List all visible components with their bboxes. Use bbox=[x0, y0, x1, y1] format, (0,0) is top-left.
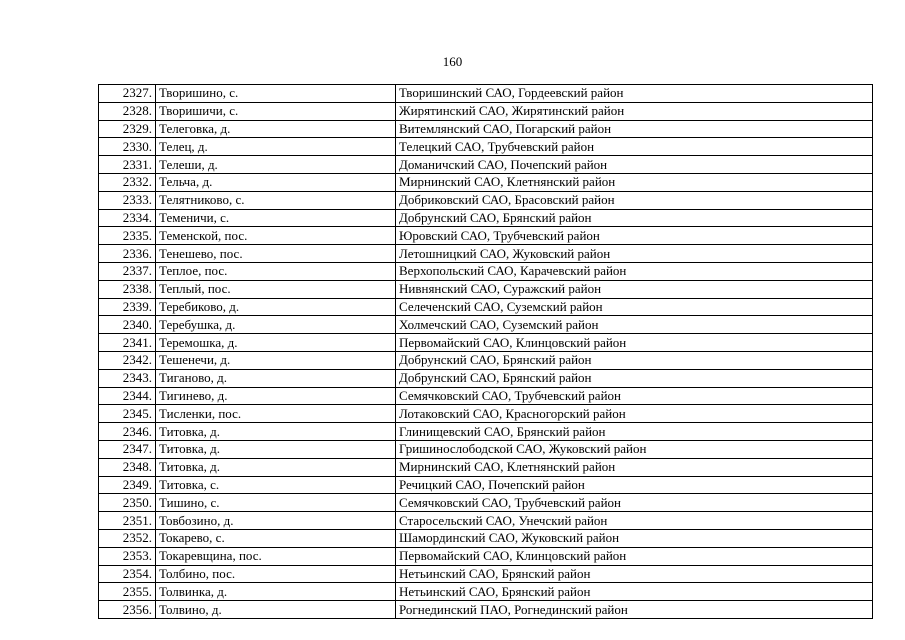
district-name: Юровский САО, Трубчевский район bbox=[396, 227, 873, 245]
settlement-name: Тельча, д. bbox=[156, 173, 396, 191]
row-number: 2329. bbox=[99, 120, 156, 138]
district-name: Нетьинский САО, Брянский район bbox=[396, 583, 873, 601]
table-row bbox=[99, 405, 873, 423]
row-number: 2351. bbox=[99, 512, 156, 530]
table-body bbox=[99, 85, 873, 619]
row-number: 2327. bbox=[99, 85, 156, 103]
table-row bbox=[99, 369, 873, 387]
settlement-name: Тешенечи, д. bbox=[156, 351, 396, 369]
settlement-name: Тиганово, д. bbox=[156, 369, 396, 387]
settlement-name: Телятниково, с. bbox=[156, 191, 396, 209]
table-row bbox=[99, 209, 873, 227]
table-row bbox=[99, 191, 873, 209]
settlement-name: Титовка, д. bbox=[156, 440, 396, 458]
settlement-name: Теремошка, д. bbox=[156, 334, 396, 352]
table-row bbox=[99, 227, 873, 245]
row-number: 2330. bbox=[99, 138, 156, 156]
row-number: 2346. bbox=[99, 423, 156, 441]
row-number: 2338. bbox=[99, 280, 156, 298]
table-row bbox=[99, 316, 873, 334]
table-row bbox=[99, 351, 873, 369]
district-name: Речицкий САО, Почепский район bbox=[396, 476, 873, 494]
table-row bbox=[99, 440, 873, 458]
table-row bbox=[99, 138, 873, 156]
table-row bbox=[99, 458, 873, 476]
table-row bbox=[99, 423, 873, 441]
settlement-name: Тисленки, пос. bbox=[156, 405, 396, 423]
district-name: Добрунский САО, Брянский район bbox=[396, 369, 873, 387]
district-name: Глинищевский САО, Брянский район bbox=[396, 423, 873, 441]
district-name: Добрунский САО, Брянский район bbox=[396, 209, 873, 227]
settlement-name: Теменичи, с. bbox=[156, 209, 396, 227]
district-name: Добриковский САО, Брасовский район bbox=[396, 191, 873, 209]
row-number: 2328. bbox=[99, 102, 156, 120]
district-name: Гришинослободской САО, Жуковский район bbox=[396, 440, 873, 458]
table-row bbox=[99, 583, 873, 601]
settlement-name: Теребушка, д. bbox=[156, 316, 396, 334]
district-name: Шамординский САО, Жуковский район bbox=[396, 529, 873, 547]
district-name: Старосельский САО, Унечский район bbox=[396, 512, 873, 530]
district-name: Мирнинский САО, Клетнянский район bbox=[396, 173, 873, 191]
district-name: Добрунский САО, Брянский район bbox=[396, 351, 873, 369]
table-row bbox=[99, 334, 873, 352]
table-row bbox=[99, 262, 873, 280]
district-name: Первомайский САО, Клинцовский район bbox=[396, 547, 873, 565]
district-name: Телецкий САО, Трубчевский район bbox=[396, 138, 873, 156]
district-name: Витемлянский САО, Погарский район bbox=[396, 120, 873, 138]
settlement-name: Тишино, с. bbox=[156, 494, 396, 512]
settlement-name: Телеши, д. bbox=[156, 156, 396, 174]
district-name: Семячковский САО, Трубчевский район bbox=[396, 387, 873, 405]
settlement-name: Титовка, д. bbox=[156, 423, 396, 441]
settlement-name: Телец, д. bbox=[156, 138, 396, 156]
settlement-name: Телеговка, д. bbox=[156, 120, 396, 138]
district-name: Доманичский САО, Почепский район bbox=[396, 156, 873, 174]
district-name: Нетьинский САО, Брянский район bbox=[396, 565, 873, 583]
settlement-name: Творишино, с. bbox=[156, 85, 396, 103]
row-number: 2334. bbox=[99, 209, 156, 227]
district-name: Первомайский САО, Клинцовский район bbox=[396, 334, 873, 352]
settlement-name: Тигинево, д. bbox=[156, 387, 396, 405]
settlement-name: Тенешево, пос. bbox=[156, 245, 396, 263]
district-name: Мирнинский САО, Клетнянский район bbox=[396, 458, 873, 476]
district-name: Творишинский САО, Гордеевский район bbox=[396, 85, 873, 103]
row-number: 2347. bbox=[99, 440, 156, 458]
settlement-name: Толвинка, д. bbox=[156, 583, 396, 601]
settlement-name: Толбино, пос. bbox=[156, 565, 396, 583]
settlement-name: Теребиково, д. bbox=[156, 298, 396, 316]
settlement-name: Теплый, пос. bbox=[156, 280, 396, 298]
table-row bbox=[99, 298, 873, 316]
row-number: 2335. bbox=[99, 227, 156, 245]
row-number: 2337. bbox=[99, 262, 156, 280]
table-row bbox=[99, 120, 873, 138]
settlement-name: Толвино, д. bbox=[156, 601, 396, 619]
settlement-name: Товбозино, д. bbox=[156, 512, 396, 530]
row-number: 2349. bbox=[99, 476, 156, 494]
row-number: 2354. bbox=[99, 565, 156, 583]
table-row bbox=[99, 601, 873, 619]
table-row bbox=[99, 547, 873, 565]
page-number: 160 bbox=[442, 54, 463, 69]
district-name: Рогнединский ПАО, Рогнединский район bbox=[396, 601, 873, 619]
settlement-name: Титовка, д. bbox=[156, 458, 396, 476]
table-row bbox=[99, 156, 873, 174]
settlement-name: Теплое, пос. bbox=[156, 262, 396, 280]
table-row bbox=[99, 512, 873, 530]
row-number: 2341. bbox=[99, 334, 156, 352]
row-number: 2331. bbox=[99, 156, 156, 174]
district-name: Нивнянский САО, Суражский район bbox=[396, 280, 873, 298]
row-number: 2339. bbox=[99, 298, 156, 316]
table-row bbox=[99, 85, 873, 103]
settlement-name: Токаревщина, пос. bbox=[156, 547, 396, 565]
row-number: 2333. bbox=[99, 191, 156, 209]
settlement-name: Титовка, с. bbox=[156, 476, 396, 494]
district-name: Селеченский САО, Суземский район bbox=[396, 298, 873, 316]
table-row bbox=[99, 565, 873, 583]
table-row bbox=[99, 245, 873, 263]
row-number: 2336. bbox=[99, 245, 156, 263]
row-number: 2348. bbox=[99, 458, 156, 476]
table-row bbox=[99, 529, 873, 547]
district-name: Холмечский САО, Суземский район bbox=[396, 316, 873, 334]
table-row bbox=[99, 494, 873, 512]
settlement-name: Творишичи, с. bbox=[156, 102, 396, 120]
table-row bbox=[99, 102, 873, 120]
district-name: Верхопольский САО, Карачевский район bbox=[396, 262, 873, 280]
row-number: 2345. bbox=[99, 405, 156, 423]
settlement-name: Токарево, с. bbox=[156, 529, 396, 547]
row-number: 2342. bbox=[99, 351, 156, 369]
table-row bbox=[99, 387, 873, 405]
district-name: Семячковский САО, Трубчевский район bbox=[396, 494, 873, 512]
row-number: 2353. bbox=[99, 547, 156, 565]
row-number: 2350. bbox=[99, 494, 156, 512]
settlement-name: Теменской, пос. bbox=[156, 227, 396, 245]
row-number: 2340. bbox=[99, 316, 156, 334]
row-number: 2344. bbox=[99, 387, 156, 405]
row-number: 2356. bbox=[99, 601, 156, 619]
table-row bbox=[99, 476, 873, 494]
district-name: Летошницкий САО, Жуковский район bbox=[396, 245, 873, 263]
row-number: 2352. bbox=[99, 529, 156, 547]
row-number: 2343. bbox=[99, 369, 156, 387]
table-row bbox=[99, 280, 873, 298]
district-name: Лотаковский САО, Красногорский район bbox=[396, 405, 873, 423]
table-row bbox=[99, 173, 873, 191]
row-number: 2355. bbox=[99, 583, 156, 601]
row-number: 2332. bbox=[99, 173, 156, 191]
district-name: Жирятинский САО, Жирятинский район bbox=[396, 102, 873, 120]
settlements-table bbox=[98, 84, 873, 619]
